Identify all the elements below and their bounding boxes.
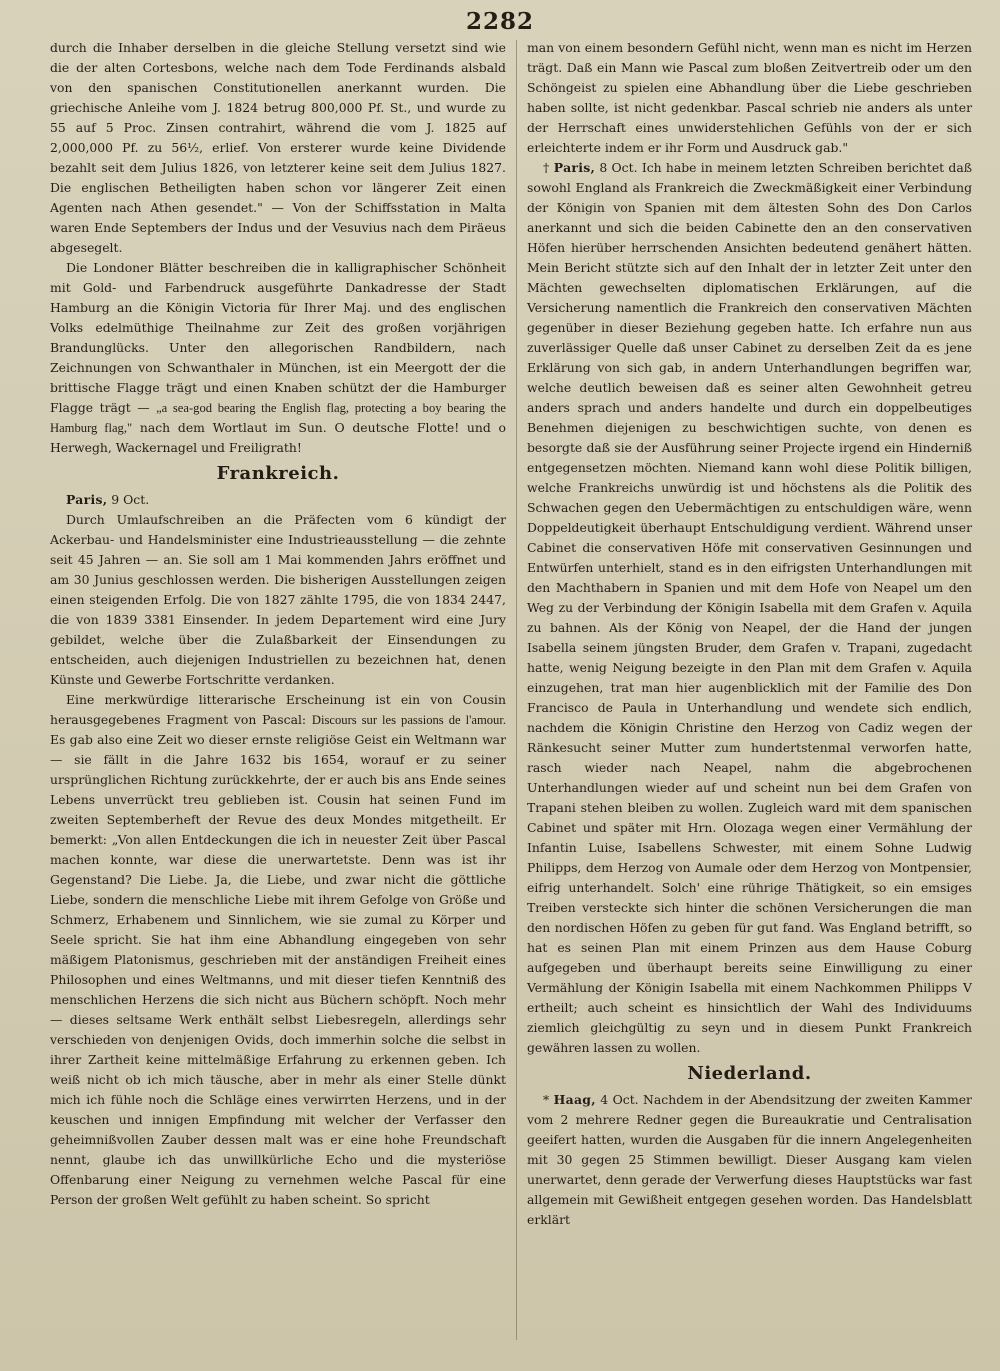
english-quote: „a sea-god bearing the English flag, protecting a boy bearing the Hamburg flag,"	[50, 401, 506, 435]
work-title: Discours sur les passions de l'amour.	[311, 713, 506, 727]
section-heading-france: Frankreich.	[216, 463, 340, 484]
section-heading-netherlands: Niederland.	[687, 1063, 812, 1084]
page-number: 2282	[465, 8, 534, 35]
paragraph-text: nach dem Wortlaut im Sun. O deutsche Flotte! und o Herwegh, Wackernagel und Freiligrath!	[50, 420, 506, 455]
right-column	[527, 38, 972, 1230]
paragraph-text: Es gab also eine Zeit wo dieser ernste religiöse Geist ein Weltmann war — sie fällt in die Jahre 1632 bis 1654, worauf er zu seiner ursprünglichen Richtung zurückkehrte, der er auch bis ans Ende seines Lebens unverrückt treu geblieben ist. Cousin hat seinen Fund im zweiten Septemberheft der Revue des deux Mondes mitgetheilt. Er bemerkt: „Von allen Entdeckungen die ich in neuester Zeit über Pascal machen konnte, war diese die unerwartetste. Denn was ist ihr Gegenstand? Die Liebe. Ja, die Liebe, und zwar nicht die göttliche Liebe, sondern die menschliche Liebe mit ihrem Gefolge von Größe und Schmerz, Erhabenem und Sinnlichem, wie sie zumal zu Körper und Seele spricht. Sie hat ihm eine Abhandlung eingegeben von sehr mäßigem Platonismus, geschrieben mit der anständigen Freiheit eines Philosophen und eines Weltmanns, und mit dieser tiefen Kenntniß des menschlichen Herzens die sich nicht aus Büchern schöpft. Noch mehr — dieses seltsame Werk enthält selbst Liebesregeln, allerdings sehr verschieden von denjenigen Ovids, doch immerhin solche die selbst in ihrer Zartheit keine mittelmäßige Erfahrung zu erkennen geben. Ich weiß nicht ob ich mich täusche, aber in mehr als einer Stelle dünkt mich ich fühle noch die Schläge eines verwirrten Herzens, und in der keuschen und innigen Empfindung mit welcher der Verfasser den geheimnißvollen Zauber dessen malt was er eine hohe Freundschaft nennt, glaube ich das unwillkürliche Echo und die mysteriöse Offenbarung einer Neigung zu vernehmen welche Pascal für eine Person der großen Welt gefühlt zu haben scheint. So spricht	[50, 732, 506, 1207]
article-paragraph: man von einem besondern Gefühl nicht, wenn man es nicht im Herzen trägt. Daß ein Mann wie Pascal zum bloßen Zeitvertreib oder um den Schöngeist zu spielen eine Abhandlung über die Liebe geschrieben haben sollte, ist nicht gedenkbar. Pascal schrieb nie anders als unter der Herrschaft eines unwiderstehlichen Gefühls von der er sich erleichterte indem er ihr Form und Ausdruck gab."	[527, 40, 972, 155]
dateline-place: Paris,	[553, 160, 596, 175]
dateline-place: Paris,	[66, 492, 108, 507]
article-paragraph	[527, 1090, 972, 1230]
article-paragraph: durch die Inhaber derselben in die gleiche Stellung versetzt sind wie die der alten Cortesbons, welche nach dem Tode Ferdinands alsbald von den spanischen Constitutionellen anerkannt wurden. Die griechische Anleihe vom J. 1824 betrug 800,000 Pf. St., und wurde zu 55 auf 5 Proc. Zinsen contrahirt, während die vom J. 1825 auf 2,000,000 Pf. zu 56½, erlief. Von ersterer wurde keine Dividende bezahlt seit dem Julius 1826, von letzterer keine seit dem Julius 1827. Die englischen Betheiligten haben schon vor längerer Zeit einen Agenten nach Athen gesendet." — Von der Schiffsstation in Malta waren Ende Septembers der Indus und der Vesuvius nach dem Piräeus abgesegelt.	[50, 40, 506, 255]
paragraph-text: Ich habe in meinem letzten Schreiben berichtet daß sowohl England als Frankreich die Zweckmäßigkeit einer Verbindung der Königin von Spanien mit dem ältesten Sohn des Don Carlos anerkannt und sich die beiden Cabinette den an den conservativen Höfen hierüber herrschenden Ansichten bedeutend genähert hätten. Mein Bericht stützte sich auf den Inhalt der in letzter Zeit unter den Mächten gewechselten diplomatischen Erklärungen, auf die Versicherung namentlich die Frankreich den conservativen Mächten gegenüber in dieser Beziehung gegeben hatte. Ich erfahre nun aus zuverlässiger Quelle daß unser Cabinet zu derselben Zeit da es jene Erklärung von sich gab, in andern Unterhandlungen begriffen war, welche deutlich beweisen daß es seiner alten Gewohnheit getreu anders sprach und anders handelte und durch ein doppelbeutiges Benehmen diejenigen zu beschwichtigen suchte, von denen es besorgte daß sie der Ausführung seiner Projecte irgend ein Hinderniß entgegensetzen möchten. Niemand kann wohl diese Politik billigen, welche Frankreichs unwürdig ist und höchstens als die Politik des Schwachen gegen den Uebermächtigen zu entschuldigen wäre, wenn Doppeldeutigkeit überhaupt Entschuldigung verdient. Während unser Cabinet die conservativen Höfe mit conservativen Gesinnungen und Entwürfen unterhielt, stand es in den eifrigsten Unterhandlungen mit den Machthabern in Spanien und mit dem Hofe von Neapel um den Weg zu der Verbindung der Königin Isabella mit dem Grafen v. Aquila zu bahnen. Als der König von Neapel, der die Hand der jungen Isabella seinem jüngsten Bruder, dem Grafen v. Trapani, zugedacht hatte, wenig Neigung bezeigte in den Plan mit dem Grafen v. Aquila einzugehen, trat man hier augenblicklich mit der Familie des Don Francisco de Paula in Unterhandlung und wendete sich endlich, nachdem die Königin Christine den Herzog von Cadiz wegen der Ränkesucht seiner Mutter zum hundertstenmal verworfen hatte, rasch wieder nach Neapel, nahm die abgebrochenen Unterhandlungen wieder auf und scheint nun bei dem Grafen von Trapani stehen bleiben zu wollen. Zugleich ward mit dem spanischen Cabinet und später mit Hrn. Olozaga wegen einer Vermählung der Infantin Luise, Isabellens Schwester, mit einem Sohne Ludwig Philipps, dem Herzog von Aumale oder dem Herzog von Montpensier, eifrig unterhandelt. Solch' eine rührige Thätigkeit, so ein emsiges Treiben versteckte sich hinter die schönen Versicherungen die man den nordischen Höfen zu geben für gut fand. Was England betrifft, so hat es seinen Plan mit einem Prinzen aus dem Hause Coburg aufgegeben und überhaupt bereits seine Einwilligung zu einer Vermählung der Königin Isabella mit einem Nachkommen Philipps V ertheilt; auch scheint es hinsichtlich der Wahl des Individuums ziemlich gleichgültig zu seyn und in diesem Punkt Frankreich gewähren lassen zu wollen.	[527, 160, 972, 1055]
left-column	[50, 38, 506, 1210]
dateline-mark: *	[543, 1092, 550, 1107]
dateline-mark: †	[543, 160, 550, 175]
article-paragraph	[50, 690, 506, 1210]
dateline-date: 4 Oct.	[600, 1092, 639, 1107]
dateline-date: 9 Oct.	[111, 492, 150, 507]
paragraph-text: Eine merkwürdige litterarische Erscheinung ist ein von Cousin herausgegebenes Fragment von Pascal:	[50, 692, 506, 727]
dateline-date: 8 Oct.	[599, 160, 638, 175]
article-paragraph	[50, 490, 506, 510]
article-paragraph	[50, 258, 506, 458]
paragraph-text: Die Londoner Blätter beschreiben die in kalligraphischer Schönheit mit Gold- und Farbendruck ausgeführte Dankadresse der Stadt Hamburg an die Königin Victoria für Ihrer Maj. und des englischen Volks edelmüthige Theilnahme zur Zeit des großen vorjährigen Brandunglücks. Unter den allegorischen Randbildern, nach Zeichnungen von Schwanthaler in München, ist ein Meergott der die brittische Flagge trägt und einen Knaben schützt der die Hamburger Flagge trägt —	[50, 260, 506, 415]
paragraph-text: Nachdem in der Abendsitzung der zweiten Kammer vom 2 mehrere Redner gegen die Bureaukratie und Centralisation geeifert hatten, wurden die Ausgaben für die innern Angelegenheiten mit 30 gegen 25 Stimmen bewilligt. Dieser Ausgang kam vielen unerwartet, denn gerade der Verwerfung dieses Hauptstücks war fast allgemein mit Gewißheit entgegen gesehen worden. Das Handelsblatt erklärt	[527, 1092, 972, 1227]
article-paragraph: Durch Umlaufschreiben an die Präfecten vom 6 kündigt der Ackerbau- und Handelsminister eine Industrieausstellung — die zehnte seit 45 Jahren — an. Sie soll am 1 Mai kommenden Jahrs eröffnet und am 30 Junius geschlossen werden. Die bisherigen Ausstellungen zeigen einen steigenden Erfolg. Die von 1827 zählte 1795, die von 1834 2447, die von 1839 3381 Einsender. In jedem Departement wird eine Jury gebildet, welche über die Zulaßbarkeit der Einsendungen zu entscheiden, auch diejenigen Industriellen zu bezeichnen hat, denen Künste und Gewerbe Fortschritte verdanken.	[50, 512, 506, 687]
column-rule	[516, 40, 517, 1340]
dateline-place: Haag,	[553, 1092, 596, 1107]
article-paragraph	[527, 158, 972, 1058]
